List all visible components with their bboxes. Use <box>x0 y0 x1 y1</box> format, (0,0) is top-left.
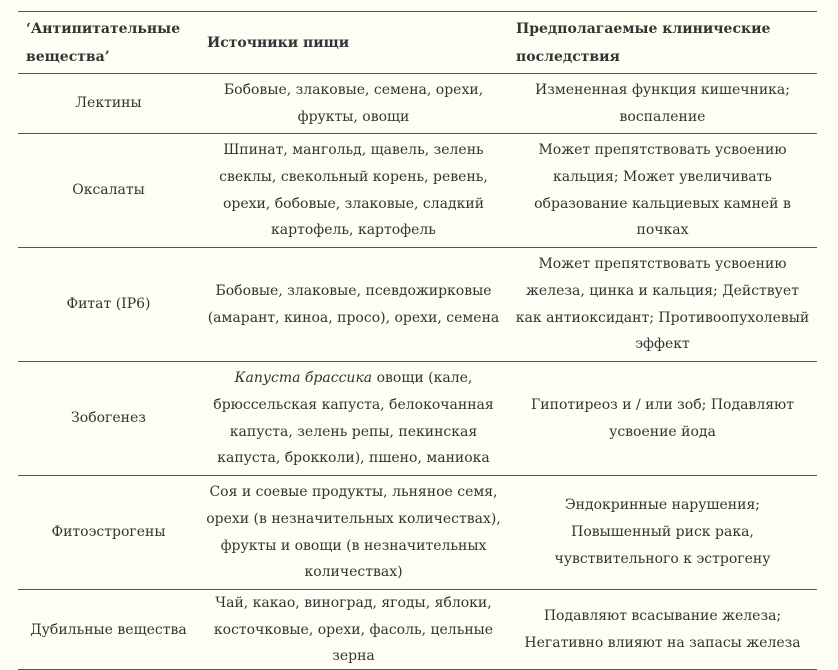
clinical-effects: Подавляют всасывание железа; Негативно влияют на запасы железа <box>524 608 801 652</box>
clinical-effects: Может препятствовать усвоению кальция; Может увеличивать образование кальциевых камней в почках <box>534 142 791 239</box>
table-row <box>18 476 817 590</box>
header-clinical-effects: Предполагаемые клинические последствия <box>516 20 771 65</box>
table-row <box>18 248 817 362</box>
antinutrient-name: Оксалаты <box>72 182 145 199</box>
antinutrient-name: Фитат (IP6) <box>66 296 151 313</box>
antinutrient-name: Дубильные вещества <box>30 621 187 638</box>
table-row <box>18 590 817 670</box>
clinical-effects: Гипотиреоз и / или зоб; Подавляют усвоение йода <box>531 396 794 440</box>
table-row <box>18 362 817 476</box>
clinical-effects: Измененная функция кишечника; воспаление <box>535 81 790 125</box>
italic-term: Капуста брассика <box>234 370 373 387</box>
antinutrient-name: Зобогенез <box>71 410 146 427</box>
food-sources: Чай, какао, виноград, ягоды, яблоки, косточковые, орехи, фасоль, цельные зерна <box>213 595 494 665</box>
food-sources: Бобовые, злаковые, псевдожирковые (амарант, киноа, просо), орехи, семена <box>207 282 500 326</box>
clinical-effects: Может препятствовать усвоению железа, цинка и кальция; Действует как антиоксидант; Противоопухолевый эффект <box>515 256 810 353</box>
table-row <box>18 134 817 248</box>
table-header-row <box>18 12 817 74</box>
food-sources: Шпинат, мангольд, щавель, зелень свеклы, свекольный корень, ревень, орехи, бобовые, злаковые, сладкий картофель, картофель <box>219 142 488 239</box>
header-food-sources: Источники пищи <box>207 34 350 51</box>
header-antinutrients: ‘Антипитательные вещества’ <box>26 20 181 65</box>
antinutrients-table <box>18 11 817 670</box>
food-sources: Бобовые, злаковые, семена, орехи, фрукты, овощи <box>223 81 484 125</box>
clinical-effects: Эндокринные нарушения; Повышенный риск рака, чувствительного к эстрогену <box>554 497 771 567</box>
food-sources: Соя и соевые продукты, льняное семя, орехи (в незначительных количествах), фрукты и овощи (в незначительных количествах) <box>206 484 501 581</box>
food-sources: Капуста брассика овощи (кале, брюссельская капуста, белокочанная капуста, зелень репы, пекинская капуста, брокколи), пшено, маниока <box>213 370 494 467</box>
table-row <box>18 74 817 134</box>
antinutrient-name: Лектины <box>75 95 142 112</box>
antinutrient-name: Фитоэстрогены <box>51 524 166 541</box>
